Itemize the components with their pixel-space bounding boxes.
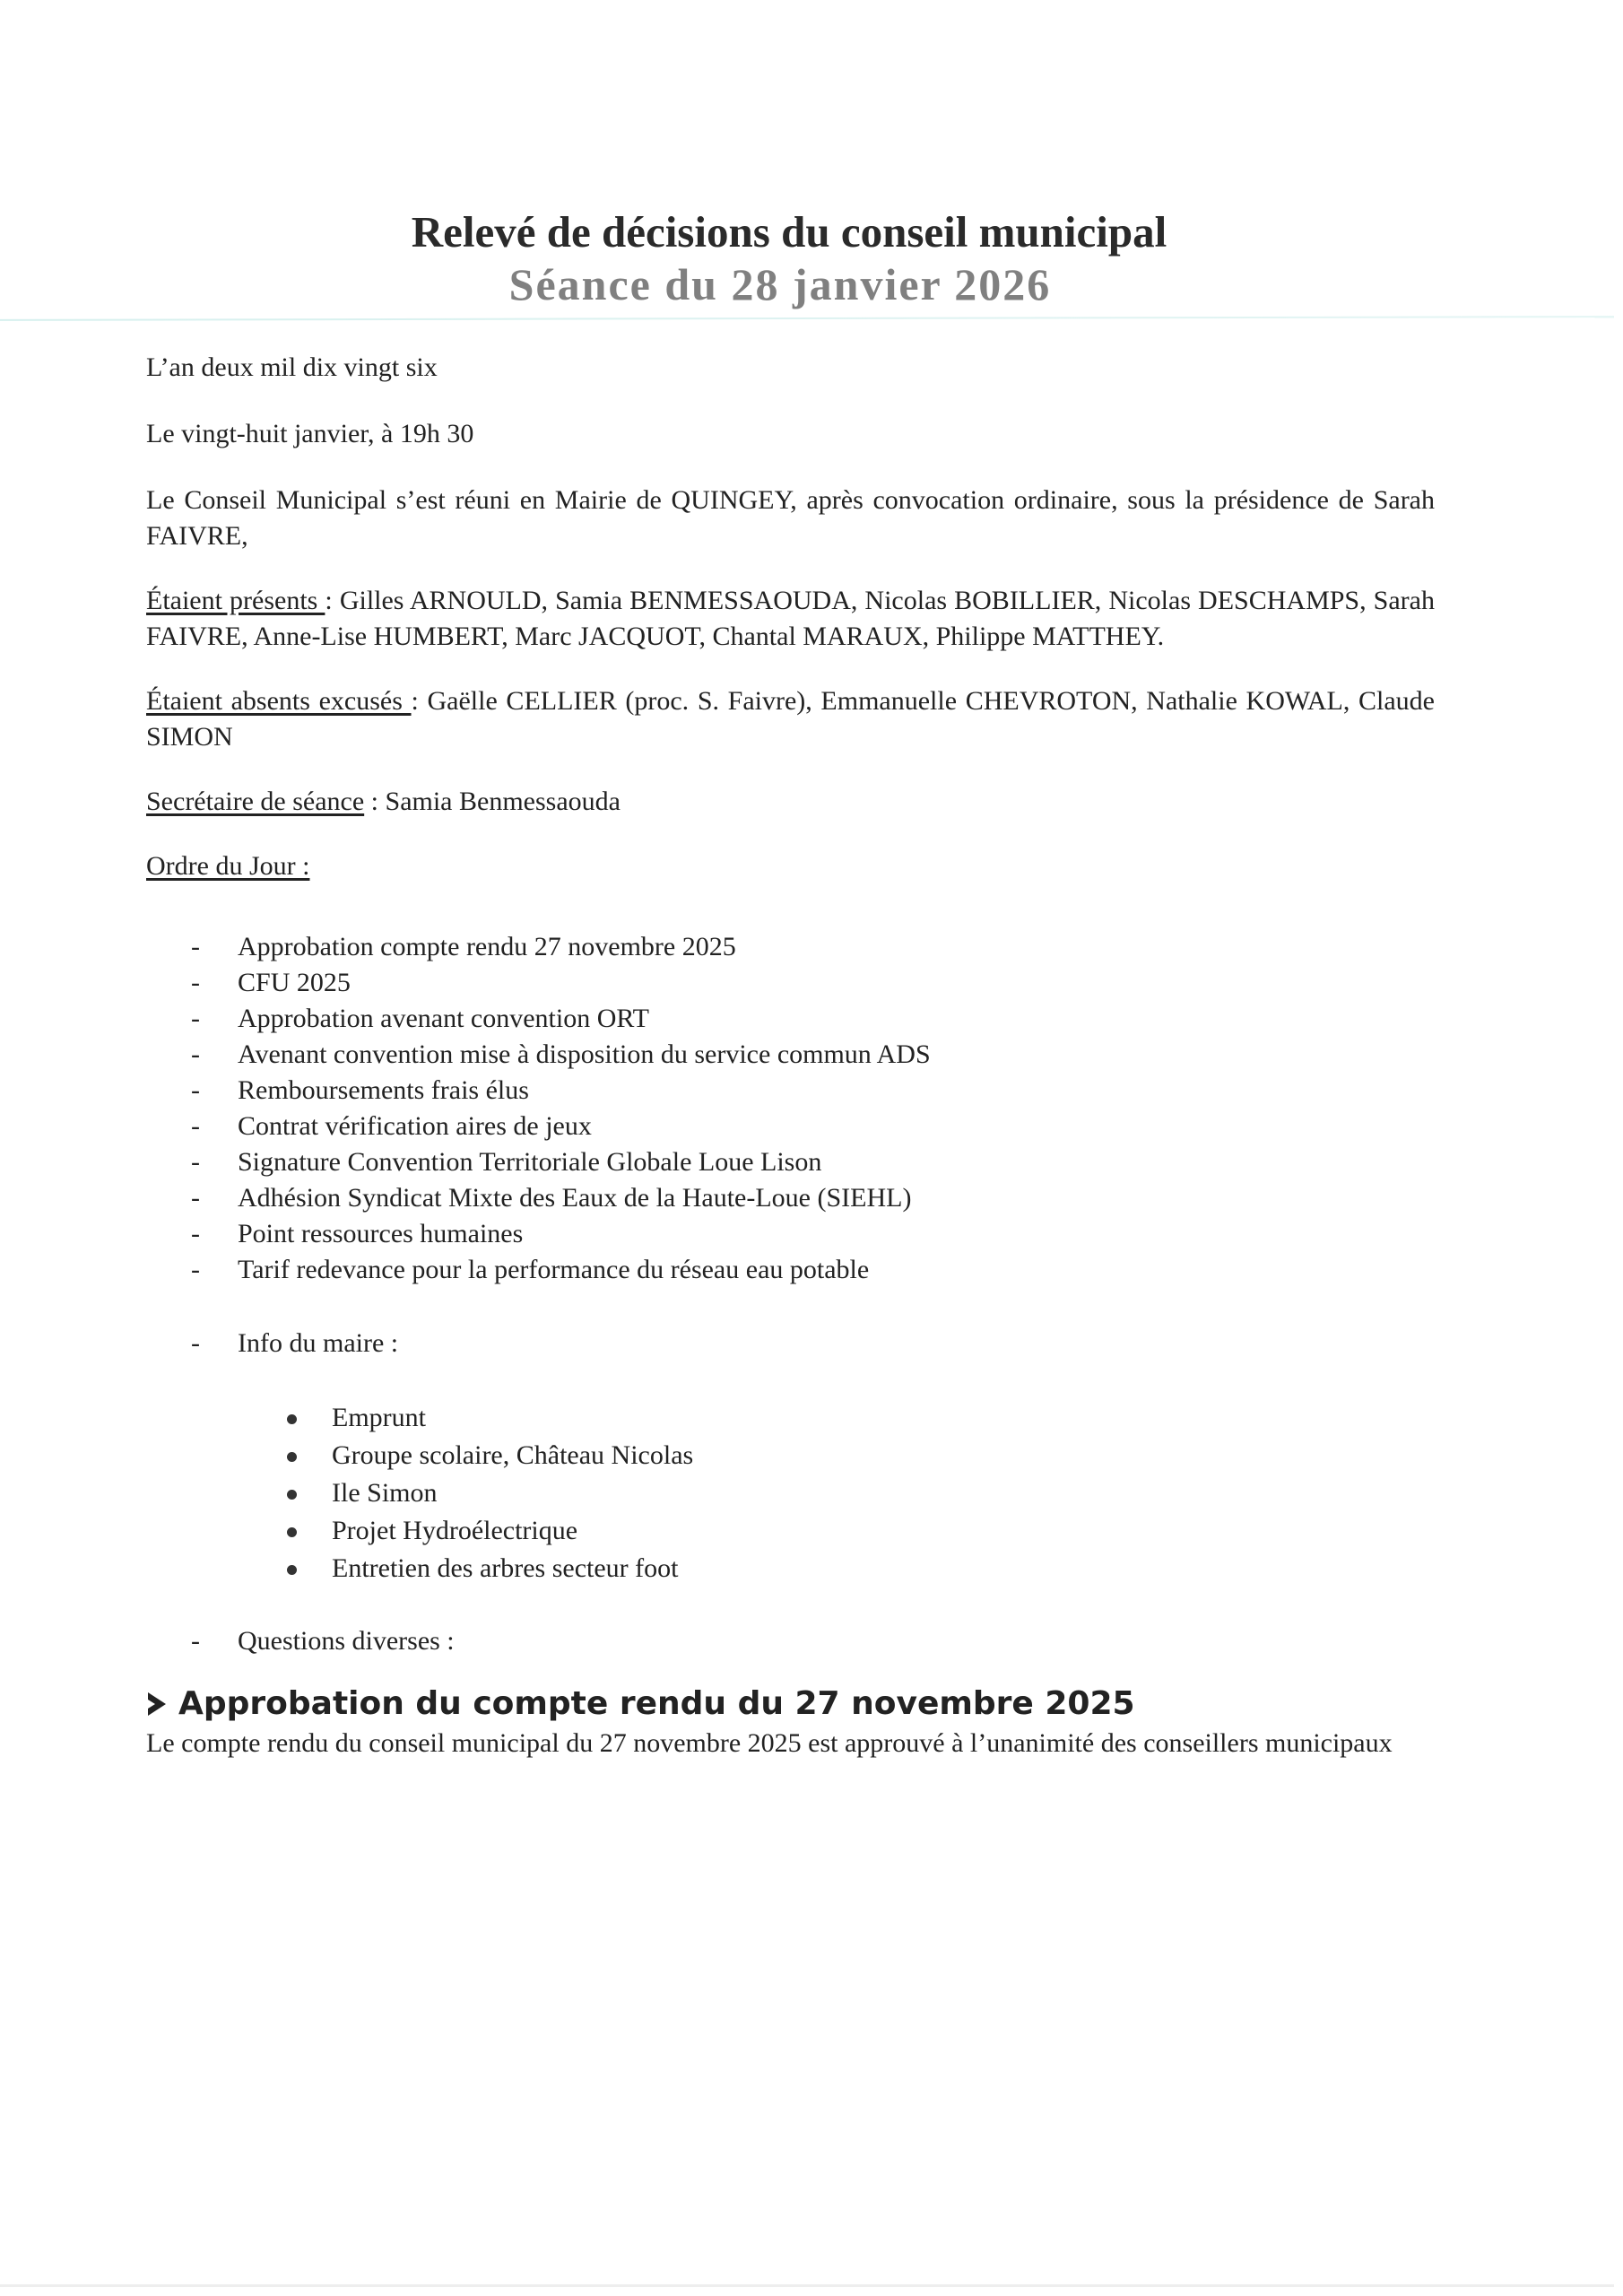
dash-bullet-icon: - bbox=[191, 1075, 200, 1105]
agenda-item-text: Approbation compte rendu 27 novembre 2025 bbox=[238, 932, 736, 961]
meeting-line: Le Conseil Municipal s’est réuni en Mairie de QUINGEY, après convocation ordinaire, sous la présidence de Sarah FAIVRE, bbox=[146, 485, 1435, 551]
agenda-item-text: CFU 2025 bbox=[238, 968, 351, 997]
round-bullet-icon bbox=[287, 1414, 297, 1424]
secretary-separator: : bbox=[364, 787, 386, 816]
agenda-item-text: Remboursements frais élus bbox=[238, 1075, 529, 1105]
secretary-name: Samia Benmessaouda bbox=[385, 787, 621, 816]
session-date-subtitle: Séance du 28 janvier 2026 bbox=[508, 258, 1052, 309]
mayor-info-item bbox=[146, 1399, 1435, 1437]
mayor-info-item bbox=[146, 1474, 1435, 1512]
dash-bullet-icon: - bbox=[191, 968, 200, 997]
agenda-item-text: Point ressources humaines bbox=[238, 1219, 524, 1248]
agenda-item-text: Approbation avenant convention ORT bbox=[238, 1004, 649, 1033]
round-bullet-icon bbox=[287, 1565, 297, 1575]
mayor-info-item bbox=[146, 1512, 1435, 1550]
agenda-item-mayor-info bbox=[146, 1326, 1435, 1361]
agenda-item-text: Contrat vérification aires de jeux bbox=[238, 1111, 592, 1141]
agenda-item-text: Avenant convention mise à disposition du service commun ADS bbox=[238, 1039, 931, 1069]
section-body: Le compte rendu du conseil municipal du 27 novembre 2025 est approuvé à l’unanimité des conseillers municipaux bbox=[146, 1728, 1393, 1758]
mayor-info-list bbox=[146, 1399, 1435, 1587]
dash-bullet-icon: - bbox=[191, 932, 200, 961]
dash-bullet-icon: - bbox=[191, 1147, 200, 1177]
agenda-item-text: Adhésion Syndicat Mixte des Eaux de la Haute-Loue (SIEHL) bbox=[238, 1183, 912, 1213]
round-bullet-icon bbox=[287, 1490, 297, 1500]
agenda-item bbox=[146, 965, 1435, 1001]
dash-bullet-icon: - bbox=[191, 1111, 200, 1141]
agenda-item-misc-questions bbox=[146, 1623, 1435, 1659]
misc-questions-label: Questions diverses : bbox=[238, 1626, 455, 1656]
agenda-item bbox=[146, 1144, 1435, 1180]
mayor-info-label: Info du maire : bbox=[238, 1328, 399, 1358]
header-divider bbox=[0, 316, 1614, 321]
present-separator: : bbox=[325, 586, 340, 615]
present-members bbox=[146, 583, 1435, 655]
session-secretary bbox=[146, 784, 1435, 820]
mayor-info-item-text: Ile Simon bbox=[332, 1478, 438, 1508]
agenda-label: Ordre du Jour : bbox=[146, 851, 310, 881]
document-title: Relevé de décisions du conseil municipal bbox=[411, 206, 1167, 257]
round-bullet-icon bbox=[287, 1452, 297, 1462]
agenda-heading bbox=[146, 848, 1435, 884]
absent-separator: : bbox=[411, 686, 428, 716]
footer-divider bbox=[0, 2284, 1614, 2287]
present-names: Gilles ARNOULD, Samia BENMESSAOUDA, Nicolas BOBILLIER, Nicolas DESCHAMPS, Sarah FAIVRE, Anne-Lise HUMBERT, Marc JACQUOT, Chantal MARAUX, Philippe MATTHEY. bbox=[146, 586, 1435, 651]
agenda-item bbox=[146, 1252, 1435, 1288]
agenda-list-tail bbox=[146, 1623, 1435, 1659]
dash-bullet-icon: - bbox=[191, 1219, 200, 1248]
dash-bullet-icon: - bbox=[191, 1004, 200, 1033]
absent-label: Étaient absents excusés bbox=[146, 686, 412, 716]
dash-bullet-icon: - bbox=[191, 1626, 200, 1656]
absent-members bbox=[146, 683, 1435, 755]
mayor-info-item-text: Entretien des arbres secteur foot bbox=[332, 1553, 679, 1583]
agenda-item bbox=[146, 929, 1435, 965]
agenda-item bbox=[146, 1037, 1435, 1073]
dash-bullet-icon: - bbox=[191, 1328, 200, 1358]
section-heading-text: Approbation du compte rendu du 27 novembre 2025 bbox=[178, 1685, 1135, 1722]
arrowhead-bullet-icon bbox=[148, 1692, 166, 1716]
dash-bullet-icon: - bbox=[191, 1183, 200, 1213]
dash-bullet-icon: - bbox=[191, 1255, 200, 1284]
mayor-info-item bbox=[146, 1550, 1435, 1587]
mayor-info-item-text: Emprunt bbox=[332, 1403, 426, 1432]
document-body bbox=[146, 350, 1435, 1761]
agenda-item-text: Tarif redevance pour la performance du réseau eau potable bbox=[238, 1255, 870, 1284]
year-line: L’an deux mil dix vingt six bbox=[146, 352, 438, 382]
section-heading bbox=[146, 1684, 1435, 1724]
agenda-item bbox=[146, 1073, 1435, 1109]
agenda-item-text: Signature Convention Territoriale Globale Loue Lison bbox=[238, 1147, 822, 1177]
round-bullet-icon bbox=[287, 1527, 297, 1537]
mayor-info-item-text: Projet Hydroélectrique bbox=[332, 1516, 578, 1545]
agenda-item bbox=[146, 1001, 1435, 1037]
mayor-info-item bbox=[146, 1437, 1435, 1474]
absent-names: Gaëlle CELLIER (proc. S. Faivre), Emmanuelle CHEVROTON, Nathalie KOWAL, Claude SIMON bbox=[146, 686, 1435, 752]
agenda-list bbox=[146, 929, 1435, 1361]
agenda-item bbox=[146, 1216, 1435, 1252]
document-title-block bbox=[0, 207, 1623, 309]
dash-bullet-icon: - bbox=[191, 1039, 200, 1069]
agenda-item bbox=[146, 1109, 1435, 1144]
agenda-item bbox=[146, 1180, 1435, 1216]
present-label: Étaient présents bbox=[146, 586, 325, 615]
mayor-info-item-text: Groupe scolaire, Château Nicolas bbox=[332, 1440, 694, 1470]
date-line: Le vingt-huit janvier, à 19h 30 bbox=[146, 419, 474, 448]
secretary-label: Secrétaire de séance bbox=[146, 787, 365, 816]
